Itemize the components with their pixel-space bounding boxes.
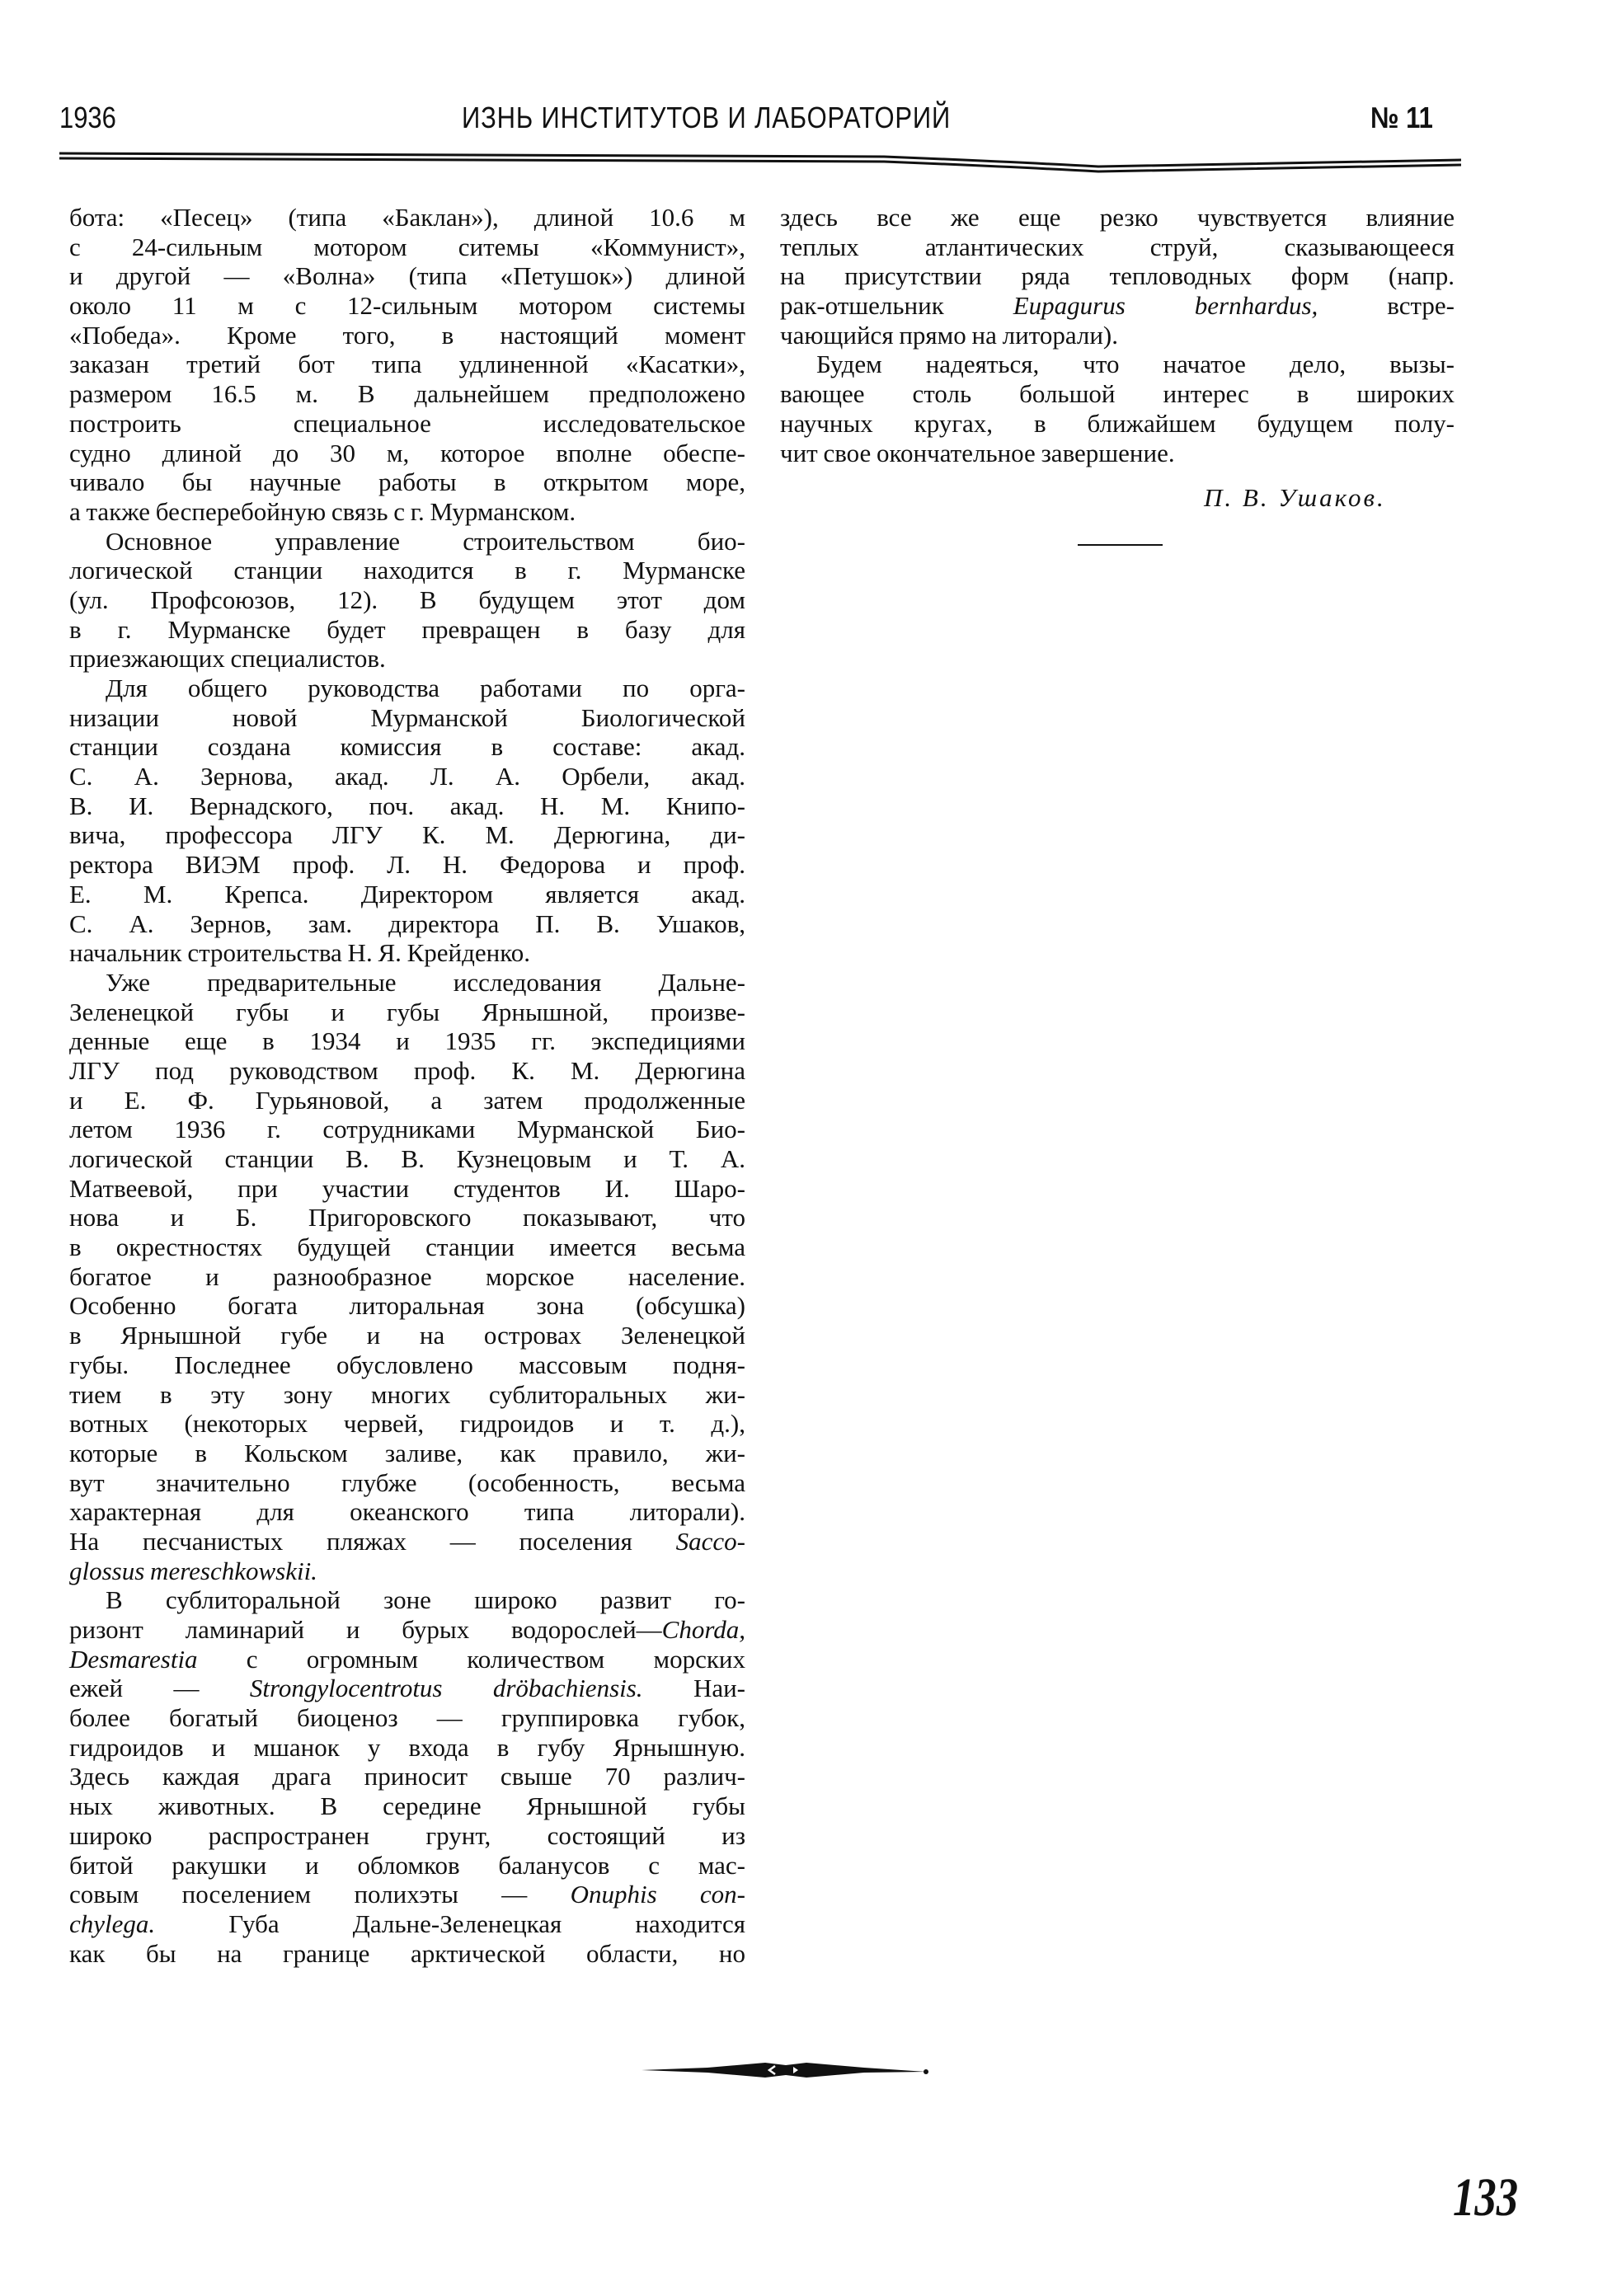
text-segment: ректора ВИЭМ проф. Л. Н. Федорова и проф. bbox=[69, 850, 745, 880]
italic-term: Onuphis con- bbox=[570, 1880, 745, 1909]
text-segment: низации новой Мурманской Биологической bbox=[69, 702, 745, 732]
text-segment: Зеленецкой губы и губы Ярнышной, произве- bbox=[69, 997, 745, 1026]
text-line bbox=[69, 909, 745, 939]
text-line bbox=[780, 261, 1455, 291]
italic-term: Strongylocentrotus dröbachiensis. bbox=[249, 1674, 643, 1703]
author-signature: П. В. Ушаков. bbox=[1204, 483, 1386, 512]
text-line bbox=[780, 439, 1455, 468]
text-segment: более богатый биоценоз — группировка губок, bbox=[69, 1703, 745, 1733]
text-line bbox=[69, 1556, 745, 1586]
text-line bbox=[69, 556, 745, 585]
text-segment: чивало бы научные работы в открытом море, bbox=[69, 467, 745, 497]
text-line bbox=[69, 615, 745, 645]
text-segment: в Ярнышной губе и на островах Зеленецкой bbox=[69, 1321, 745, 1350]
text-segment: битой ракушки и обломков баланусов с мас- bbox=[69, 1850, 745, 1880]
text-segment: с 24-сильным мотором ситемы «Коммунист», bbox=[69, 232, 745, 261]
text-segment: с огромным количеством морских bbox=[197, 1644, 745, 1674]
left-column bbox=[69, 203, 745, 1968]
text-line bbox=[780, 321, 1455, 350]
text-line bbox=[69, 1439, 745, 1468]
text-line bbox=[69, 1233, 745, 1262]
text-segment: которые в Кольском заливе, как правило, жи- bbox=[69, 1438, 745, 1467]
text-segment: на присутствии ряда тепловодных форм (напр. bbox=[780, 261, 1455, 291]
ornament-divider bbox=[642, 2058, 930, 2082]
text-segment: размером 16.5 м. В дальнейшем предположено bbox=[69, 379, 745, 409]
text-line bbox=[69, 379, 745, 409]
text-segment: (ул. Профсоюзов, 12). В будущем этот дом bbox=[69, 585, 745, 614]
text-line bbox=[69, 998, 745, 1027]
text-segment: а также бесперебойную связь с г. Мурманском. bbox=[69, 496, 576, 526]
text-segment: В. И. Вернадского, поч. акад. Н. М. Книпо- bbox=[69, 791, 745, 820]
text-line bbox=[69, 1056, 745, 1086]
text-segment: в окрестностях будущей станции имеется весьма bbox=[69, 1233, 745, 1262]
text-segment: ежей — bbox=[69, 1674, 250, 1703]
end-rule bbox=[1078, 544, 1163, 546]
text-line bbox=[69, 409, 745, 439]
text-line bbox=[69, 1409, 745, 1439]
header-double-rule bbox=[59, 148, 1461, 173]
text-line bbox=[69, 1733, 745, 1763]
text-segment: вут значительно глубже (особенность, весьма bbox=[69, 1467, 745, 1497]
text-segment: «Победа». Кроме того, в настоящий момент bbox=[69, 320, 745, 350]
text-segment: заказан третий бот типа удлиненной «Касатки», bbox=[69, 350, 745, 379]
issue-number: № 11 bbox=[1370, 101, 1433, 134]
text-line bbox=[69, 1645, 745, 1674]
text-segment: С. А. Зернова, акад. Л. А. Орбели, акад. bbox=[69, 762, 745, 791]
text-segment: летом 1936 г. сотрудниками Мурманской Био- bbox=[69, 1115, 745, 1144]
text-segment: нова и Б. Пригоровского показывают, что bbox=[69, 1203, 745, 1233]
text-line bbox=[69, 1086, 745, 1115]
text-line bbox=[69, 1468, 745, 1498]
text-segment: и другой — «Волна» (типа «Петушок») длиной bbox=[69, 261, 745, 291]
text-line bbox=[780, 409, 1455, 439]
text-line bbox=[69, 880, 745, 909]
page-number: 133 bbox=[1453, 2167, 1519, 2228]
text-segment: чит свое окончательное завершение. bbox=[780, 438, 1175, 467]
text-line bbox=[69, 820, 745, 850]
text-segment: в г. Мурманске будет превращен в базу для bbox=[69, 614, 745, 644]
header-year: 1936 bbox=[59, 101, 116, 134]
text-line bbox=[69, 1115, 745, 1144]
text-line bbox=[69, 261, 745, 291]
text-segment: Губа Дальне-Зеленецкая находится bbox=[155, 1909, 745, 1938]
text-line bbox=[69, 497, 745, 527]
text-line bbox=[69, 1321, 745, 1350]
text-segment: около 11 м с 12-сильным мотором системы bbox=[69, 291, 745, 321]
text-segment: судно длиной до 30 м, которое вполне обеспе- bbox=[69, 438, 745, 467]
text-segment: рак-отшельник bbox=[780, 291, 1013, 321]
text-line bbox=[69, 1380, 745, 1410]
text-segment: Особенно богата литоральная зона (обсушка) bbox=[69, 1291, 745, 1321]
text-line bbox=[69, 762, 745, 791]
text-line bbox=[69, 703, 745, 733]
text-line bbox=[69, 1527, 745, 1556]
italic-term: Eupagurus bernhardus, bbox=[1013, 291, 1318, 321]
text-line bbox=[69, 467, 745, 497]
running-title: ИЗНЬ ИНСТИТУТОВ И ЛАБОРАТОРИЙ bbox=[462, 101, 952, 134]
text-segment: С. А. Зернов, зам. директора П. В. Ушаков, bbox=[69, 909, 745, 938]
text-segment: Здесь каждая драга приносит свыше 70 различ- bbox=[69, 1762, 745, 1791]
text-segment: теплых атлантических струй, сказывающееся bbox=[780, 232, 1455, 261]
text-segment: логической станции В. В. Кузнецовым и Т. А. bbox=[69, 1144, 745, 1173]
right-column bbox=[780, 203, 1455, 467]
text-segment: чающийся прямо на литорали). bbox=[780, 320, 1119, 350]
text-line bbox=[69, 350, 745, 379]
text-line bbox=[780, 232, 1455, 262]
text-line bbox=[780, 203, 1455, 232]
italic-term: chylega. bbox=[69, 1909, 156, 1938]
text-segment: ЛГУ под руководством проф. К. М. Дерюгина bbox=[69, 1055, 745, 1085]
text-segment: ных животных. В середине Ярнышной губы bbox=[69, 1791, 745, 1821]
text-segment: тием в эту зону многих сублиторальных жи- bbox=[69, 1379, 745, 1409]
text-segment: вотных (некоторых червей, гидроидов и т. д.), bbox=[69, 1409, 745, 1439]
text-line bbox=[69, 527, 745, 556]
text-segment: богатое и разнообразное морское население. bbox=[69, 1261, 745, 1291]
text-line bbox=[69, 1497, 745, 1527]
text-line bbox=[69, 1674, 745, 1703]
text-segment: приезжающих специалистов. bbox=[69, 644, 386, 674]
text-line bbox=[69, 321, 745, 350]
text-segment: здесь все же еще резко чувствуется влияние bbox=[780, 203, 1455, 232]
italic-term: Desmarestia bbox=[69, 1644, 198, 1674]
text-segment: станции создана комиссия в составе: акад. bbox=[69, 732, 745, 762]
text-segment: бота: «Песец» (типа «Баклан»), длиной 10.6 м bbox=[69, 203, 745, 232]
text-line bbox=[69, 1821, 745, 1851]
text-segment: денные еще в 1934 и 1935 гг. экспедициями bbox=[69, 1026, 745, 1056]
text-line bbox=[69, 1703, 745, 1733]
text-line bbox=[69, 585, 745, 615]
text-line bbox=[69, 1026, 745, 1056]
text-line bbox=[69, 1291, 745, 1321]
text-segment: логической станции находится в г. Мурманске bbox=[69, 556, 745, 585]
text-segment: вича, профессора ЛГУ К. М. Дерюгина, ди- bbox=[69, 820, 745, 850]
text-line bbox=[780, 291, 1455, 321]
text-segment: губы. Последнее обусловлено массовым подня- bbox=[69, 1350, 745, 1379]
italic-term: Sacco- bbox=[675, 1526, 745, 1556]
text-segment: Матвеевой, при участии студентов И. Шаро- bbox=[69, 1173, 745, 1203]
text-segment: начальник строительства Н. Я. Крейденко. bbox=[69, 938, 531, 968]
text-segment: Уже предварительные исследования Дальне- bbox=[106, 967, 745, 997]
text-segment: На песчанистых пляжах — поселения bbox=[69, 1526, 676, 1556]
text-line bbox=[69, 1585, 745, 1615]
text-line bbox=[69, 1909, 745, 1939]
text-line bbox=[69, 1262, 745, 1292]
text-segment: встре- bbox=[1318, 291, 1455, 321]
text-line bbox=[69, 791, 745, 821]
text-line bbox=[69, 644, 745, 674]
text-segment: В сублиторальной зоне широко развит го- bbox=[106, 1585, 745, 1615]
text-segment: как бы на границе арктической области, но bbox=[69, 1938, 745, 1968]
text-segment: Будем надеяться, что начатое дело, вызы- bbox=[816, 350, 1455, 379]
text-line bbox=[69, 203, 745, 232]
text-segment: научных кругах, в ближайшем будущем полу- bbox=[780, 408, 1455, 438]
italic-term: glossus mereschkowskii. bbox=[69, 1556, 317, 1585]
text-segment: ризонт ламинарий и бурых водорослей— bbox=[69, 1615, 662, 1644]
text-line bbox=[69, 1615, 745, 1645]
italic-term: Chorda, bbox=[661, 1615, 745, 1644]
text-segment: Е. М. Крепса. Директором является акад. bbox=[69, 879, 745, 909]
text-segment: Для общего руководства работами по орга- bbox=[106, 674, 745, 702]
text-line bbox=[780, 350, 1455, 379]
text-line bbox=[69, 1762, 745, 1791]
text-line bbox=[780, 379, 1455, 409]
text-segment: и Е. Ф. Гурьяновой, а затем продолженные bbox=[69, 1085, 745, 1115]
text-segment: Основное управление строительством био- bbox=[106, 526, 745, 556]
text-line bbox=[69, 1174, 745, 1204]
text-line bbox=[69, 938, 745, 968]
text-line bbox=[69, 732, 745, 762]
text-line bbox=[69, 1350, 745, 1380]
text-segment: совым поселением полихэты — bbox=[69, 1880, 571, 1909]
text-segment: гидроидов и мшанок у входа в губу Ярнышную. bbox=[69, 1732, 745, 1762]
text-line bbox=[69, 968, 745, 998]
text-segment: вающее столь большой интерес в широких bbox=[780, 379, 1455, 409]
text-line bbox=[69, 291, 745, 321]
text-segment: широко распространен грунт, состоящий из bbox=[69, 1820, 745, 1850]
text-line bbox=[69, 1851, 745, 1880]
text-line bbox=[69, 1880, 745, 1909]
text-line bbox=[69, 1203, 745, 1233]
text-segment: построить специальное исследовательское bbox=[69, 408, 745, 438]
text-line bbox=[69, 850, 745, 880]
text-line bbox=[69, 232, 745, 262]
text-line bbox=[69, 439, 745, 468]
text-line bbox=[69, 1144, 745, 1174]
text-segment: характерная для океанского типа литорали). bbox=[69, 1497, 745, 1527]
text-line bbox=[69, 1791, 745, 1821]
text-line bbox=[69, 1939, 745, 1969]
text-segment: Наи- bbox=[642, 1674, 745, 1703]
text-line bbox=[69, 674, 745, 703]
